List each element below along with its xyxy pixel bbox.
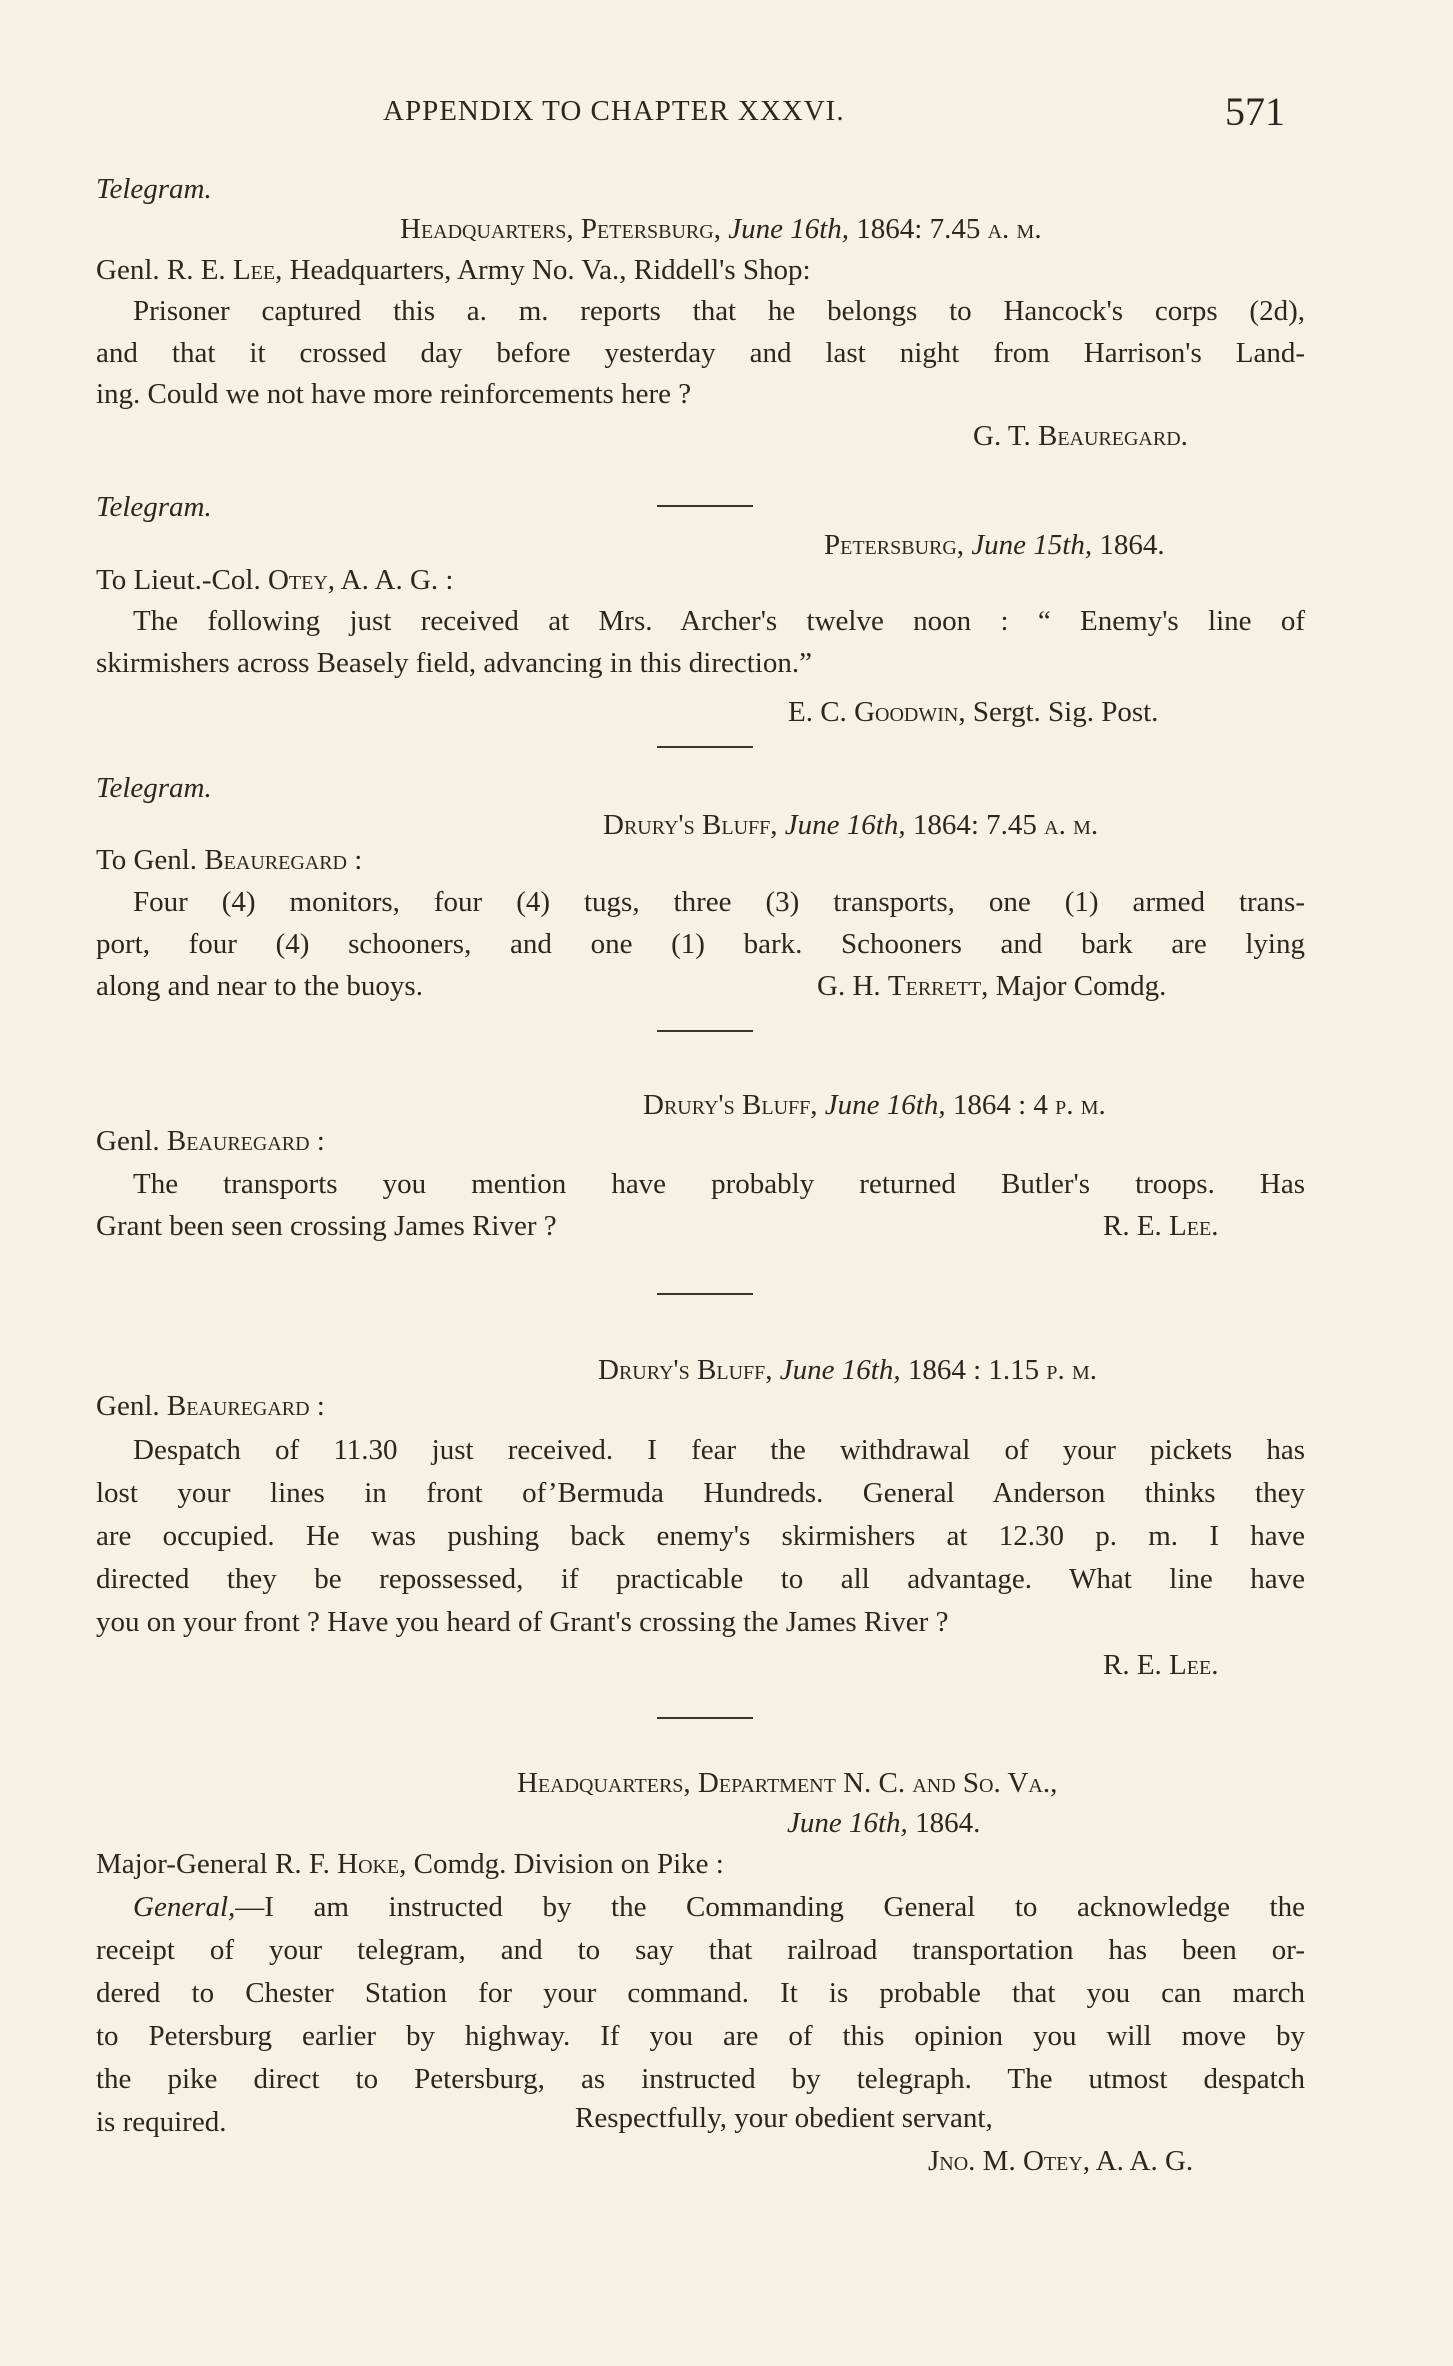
signature: R. E. Lee. xyxy=(1103,1649,1219,1681)
section-rule xyxy=(657,1030,753,1032)
section-rule xyxy=(657,1717,753,1719)
body-line: you on your front ? Have you heard of Grant's crossing the James River ? xyxy=(96,1606,949,1638)
body-line: Despatch of 11.30 just received. I fear the withdrawal of your pickets has xyxy=(133,1434,1305,1466)
closing: Respectfully, your obedient servant, xyxy=(575,2102,993,2134)
dateline: Drury's Bluff, June 16th, 1864: 7.45 a. m. xyxy=(603,809,1099,841)
body-line: dered to Chester Station for your command. It is probable that you can march xyxy=(96,1977,1305,2009)
body-line: and that it crossed day before yesterday and last night from Harrison's Land- xyxy=(96,337,1305,369)
body-line: Prisoner captured this a. m. reports that he belongs to Hancock's corps (2d), xyxy=(133,295,1305,327)
section-rule xyxy=(657,746,753,748)
body-line: are occupied. He was pushing back enemy's skirmishers at 12.30 p. m. I have xyxy=(96,1520,1305,1552)
addressee: Genl. Beauregard : xyxy=(96,1125,325,1157)
body-line: Grant been seen crossing James River ? xyxy=(96,1210,557,1242)
signature: Jno. M. Otey, A. A. G. xyxy=(928,2145,1194,2177)
body-line: lost your lines in front of’Bermuda Hundreds. General Anderson thinks they xyxy=(96,1477,1305,1509)
body-line: along and near to the buoys. xyxy=(96,970,423,1002)
addressee: Major-General R. F. Hoke, Comdg. Division on Pike : xyxy=(96,1848,724,1880)
dateline: Drury's Bluff, June 16th, 1864 : 1.15 p. m. xyxy=(598,1354,1098,1386)
body-line: The following just received at Mrs. Archer's twelve noon : “ Enemy's line of xyxy=(133,605,1305,637)
dateline: Drury's Bluff, June 16th, 1864 : 4 p. m. xyxy=(643,1089,1106,1121)
dateline: Petersburg, June 15th, 1864. xyxy=(824,529,1165,561)
body-line: port, four (4) schooners, and one (1) bark. Schooners and bark are lying xyxy=(96,928,1305,960)
body-line: receipt of your telegram, and to say that railroad transportation has been or- xyxy=(96,1934,1305,1966)
dateline: Headquarters, Petersburg, June 16th, 1864: 7.45 a. m. xyxy=(400,213,1042,245)
body-line: is required. xyxy=(96,2106,227,2138)
signature: G. T. Beauregard. xyxy=(973,420,1188,452)
signature: E. C. Goodwin, Sergt. Sig. Post. xyxy=(788,696,1159,728)
telegram-label: Telegram. xyxy=(96,173,212,205)
addressee: Genl. R. E. Lee, Headquarters, Army No. Va., Riddell's Shop: xyxy=(96,254,811,286)
page-number: 571 xyxy=(1225,89,1285,134)
telegram-label: Telegram. xyxy=(96,772,212,804)
body-line: the pike direct to Petersburg, as instructed by telegraph. The utmost despatch xyxy=(96,2063,1305,2095)
body-line: General,—I am instructed by the Commanding General to acknowledge the xyxy=(133,1891,1305,1923)
telegram-label: Telegram. xyxy=(96,491,212,523)
body-line: skirmishers across Beasely field, advancing in this direction.” xyxy=(96,647,812,679)
body-line: to Petersburg earlier by highway. If you are of this opinion you will move by xyxy=(96,2020,1305,2052)
body-line: ing. Could we not have more reinforcements here ? xyxy=(96,378,692,410)
body-line: directed they be repossessed, if practicable to all advantage. What line have xyxy=(96,1563,1305,1595)
body-line: The transports you mention have probably returned Butler's troops. Has xyxy=(133,1168,1305,1200)
dateline-date: June 16th, 1864. xyxy=(787,1807,981,1839)
body-line: Four (4) monitors, four (4) tugs, three (3) transports, one (1) armed trans- xyxy=(133,886,1305,918)
running-header: APPENDIX TO CHAPTER XXXVI. xyxy=(383,95,845,127)
signature: G. H. Terrett, Major Comdg. xyxy=(817,970,1167,1002)
section-rule xyxy=(657,1293,753,1295)
dateline: Headquarters, Department N. C. and So. Va., xyxy=(517,1767,1058,1799)
addressee: To Lieut.-Col. Otey, A. A. G. : xyxy=(96,564,454,596)
addressee: To Genl. Beauregard : xyxy=(96,844,363,876)
addressee: Genl. Beauregard : xyxy=(96,1390,325,1422)
signature: R. E. Lee. xyxy=(1103,1210,1219,1242)
section-rule xyxy=(657,505,753,507)
